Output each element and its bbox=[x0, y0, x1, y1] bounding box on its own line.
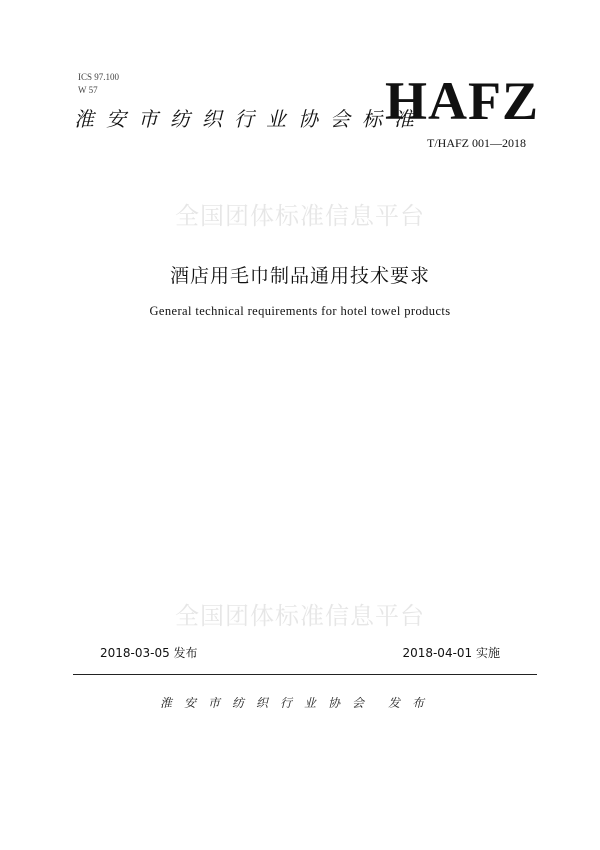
issuer-action: 发布 bbox=[388, 696, 437, 710]
association-standard-title: 淮安市纺织行业协会标准 bbox=[74, 107, 426, 131]
issuer-name: 淮安市纺织行业协会 bbox=[160, 696, 377, 710]
ics-code: ICS 97.100 bbox=[78, 72, 120, 82]
document-english-title: General technical requirements for hotel towel products bbox=[149, 304, 451, 318]
watermark-bottom: 全国团体标准信息平台 bbox=[175, 602, 425, 630]
issuer-line bbox=[160, 694, 436, 711]
standard-number: T/HAFZ 001—2018 bbox=[427, 136, 526, 150]
ccs-code: W 57 bbox=[78, 85, 98, 95]
document-title: 酒店用毛巾制品通用技术要求 bbox=[169, 265, 430, 287]
publish-date: 2018-03-05 发布 bbox=[100, 646, 198, 660]
implement-date: 2018-04-01 实施 bbox=[402, 646, 500, 660]
watermark-top: 全国团体标准信息平台 bbox=[175, 202, 425, 230]
footer-divider bbox=[73, 674, 537, 675]
standard-mark: HAFZ bbox=[385, 71, 540, 131]
